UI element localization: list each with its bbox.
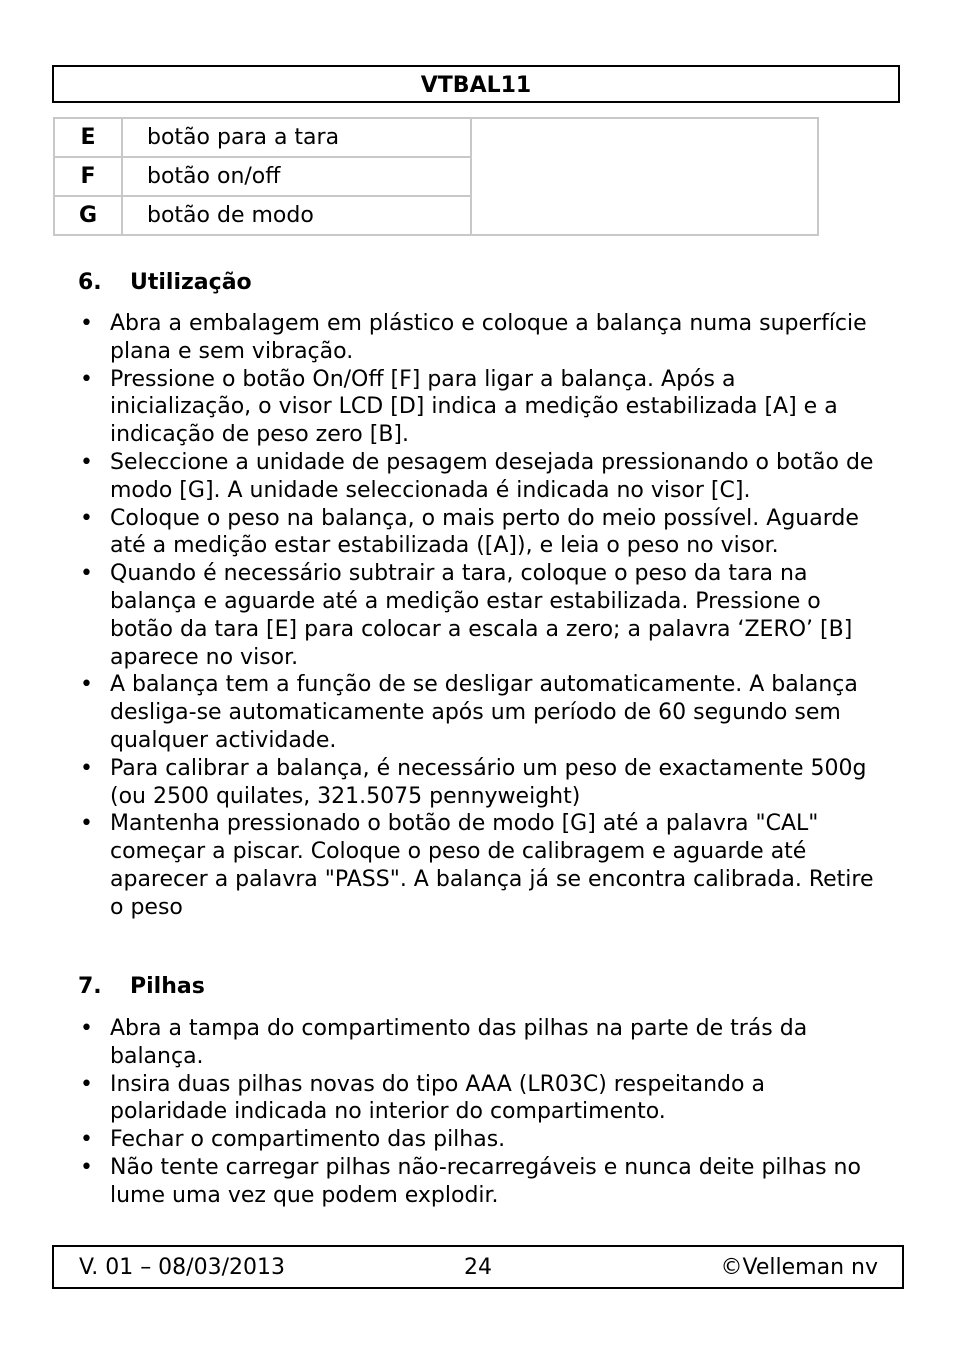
section-number: 7. — [78, 974, 102, 999]
footer-page-number: 24 — [464, 1255, 492, 1280]
list-item: • Não tente carregar pilhas não-recarregáveis e nunca deite pilhas no lume uma vez que podem explodir. — [78, 1154, 878, 1210]
legend-label: botão on/off — [122, 157, 471, 196]
list-item: • Para calibrar a balança, é necessário um peso de exactamente 500g (ou 2500 quilates, 321.5075 pennyweight) — [78, 755, 878, 811]
legend-label: botão de modo — [122, 196, 471, 235]
document-footer — [52, 1245, 904, 1289]
legend-label: botão para a tara — [122, 118, 471, 157]
list-item: • Abra a embalagem em plástico e coloque a balança numa superfície plana e sem vibração. — [78, 310, 878, 366]
legend-key: E — [54, 118, 122, 157]
section-title: Pilhas — [130, 974, 205, 999]
legend-table — [53, 117, 819, 236]
section-title: Utilização — [130, 270, 252, 295]
document-header — [52, 65, 900, 103]
footer-copyright: ©Velleman nv — [720, 1255, 878, 1280]
table-row — [54, 118, 818, 157]
list-item: • A balança tem a função de se desligar automaticamente. A balança desliga-se automaticamente após um período de 60 segundo sem qualquer actividade. — [78, 671, 878, 754]
usage-list — [78, 310, 878, 922]
batteries-list — [78, 1015, 878, 1210]
legend-key: F — [54, 157, 122, 196]
footer-version: V. 01 – 08/03/2013 — [79, 1255, 285, 1280]
list-item: • Mantenha pressionado o botão de modo [G] até a palavra "CAL" começar a piscar. Coloque o peso de calibragem e aguarde até aparecer a palavra "PASS". A balança já se encontra calibrada. Retire o peso — [78, 810, 878, 921]
list-item: • Insira duas pilhas novas do tipo AAA (LR03C) respeitando a polaridade indicada no interior do compartimento. — [78, 1071, 878, 1127]
list-item: • Quando é necessário subtrair a tara, coloque o peso da tara na balança e aguarde até a medição estar estabilizada. Pressione o botão da tara [E] para colocar a escala a zero; a palavra ‘ZERO’ [B] aparece no visor. — [78, 560, 878, 671]
list-item: • Abra a tampa do compartimento das pilhas na parte de trás da balança. — [78, 1015, 878, 1071]
model-title: VTBAL11 — [420, 73, 532, 98]
legend-blank-cell — [471, 118, 818, 235]
list-item: • Pressione o botão On/Off [F] para ligar a balança. Após a inicialização, o visor LCD [D] indica a medição estabilizada [A] e a indicação de peso zero [B]. — [78, 366, 878, 449]
list-item: • Seleccione a unidade de pesagem desejada pressionando o botão de modo [G]. A unidade seleccionada é indicada no visor [C]. — [78, 449, 878, 505]
section-number: 6. — [78, 270, 102, 295]
list-item: • Fechar o compartimento das pilhas. — [78, 1126, 878, 1154]
section-heading-utilizacao — [78, 270, 252, 295]
legend-key: G — [54, 196, 122, 235]
list-item: • Coloque o peso na balança, o mais perto do meio possível. Aguarde até a medição estar estabilizada ([A]), e leia o peso no visor. — [78, 505, 878, 561]
section-heading-pilhas — [78, 974, 205, 999]
